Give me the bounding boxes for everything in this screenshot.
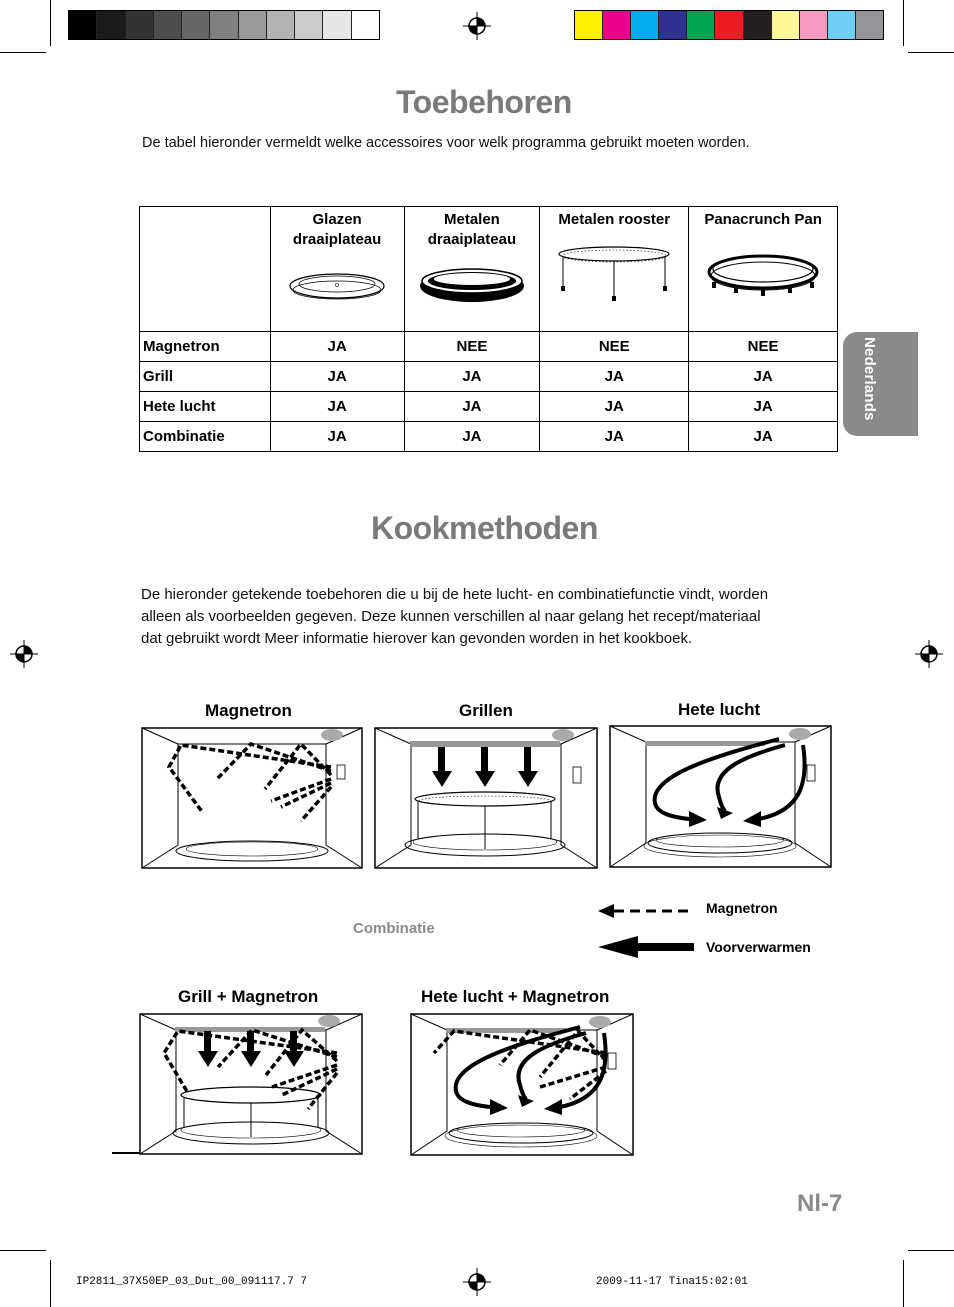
legend-solid-arrow-icon [598, 936, 694, 958]
table-cell: JA [270, 362, 404, 392]
registration-mark-icon [463, 12, 491, 40]
table-row [140, 362, 838, 392]
gray-swatch [125, 11, 153, 39]
row-label: Magnetron [140, 332, 271, 362]
column-header [404, 207, 540, 332]
cooking-intro-line: alleen als voorbeelden gegeven. Deze kunnen verschillen al naar gelang het recept/materiaal [141, 608, 761, 625]
page-title: Toebehoren [396, 84, 572, 120]
language-tab-label: Nederlands [861, 337, 878, 421]
table-cell: JA [404, 362, 540, 392]
footer-date-info: 2009-11-17 Tina15:02:01 [596, 1276, 748, 1288]
color-swatch [630, 11, 658, 39]
page-number: Nl-7 [797, 1190, 843, 1217]
column-header-line: draaiplateau [292, 231, 382, 248]
color-swatch [855, 11, 883, 39]
table-cell: JA [689, 392, 838, 422]
section-title: Kookmethoden [371, 510, 598, 546]
diagram-label-grill-magnetron: Grill + Magnetron [178, 987, 319, 1006]
diagram-label-hete-lucht-magnetron: Hete lucht + Magnetron [421, 987, 610, 1006]
color-swatch [686, 11, 714, 39]
crop-mark [50, 0, 51, 46]
table-cell: JA [689, 422, 838, 452]
crop-mark [903, 0, 904, 46]
gray-swatch [96, 11, 124, 39]
diagram-label-grillen: Grillen [459, 701, 513, 720]
gray-swatch [322, 11, 350, 39]
column-header-line: Panacrunch Pan [704, 211, 822, 228]
table-cell: NEE [540, 332, 689, 362]
table-cell: JA [270, 422, 404, 452]
color-swatch [743, 11, 771, 39]
crop-mark [0, 52, 46, 53]
table-row [140, 422, 838, 452]
column-header [270, 207, 404, 332]
row-label: Hete lucht [140, 392, 271, 422]
metal-rack-icon [555, 244, 673, 304]
intro-text: De tabel hieronder vermeldt welke accessoires voor welk programma gebruikt moeten worden. [142, 135, 750, 151]
column-header-line: Metalen rooster [558, 211, 671, 228]
grayscale-color-bar [68, 10, 380, 40]
table-cell: JA [270, 332, 404, 362]
crop-mark [0, 1250, 46, 1251]
table-cell: JA [404, 392, 540, 422]
gray-swatch [266, 11, 294, 39]
oven-hete-lucht-magnetron-diagram [410, 1013, 634, 1156]
column-header-line: draaiplateau [427, 231, 517, 248]
cooking-intro-line: dat gebruikt wordt Meer informatie hierover kan gevonden worden in het kookboek. [141, 630, 693, 647]
gray-swatch [153, 11, 181, 39]
crop-mark [903, 1260, 904, 1307]
table-cell: JA [270, 392, 404, 422]
gray-swatch [69, 11, 96, 39]
table-corner-cell [140, 207, 271, 332]
crop-mark [50, 1260, 51, 1307]
table-cell: JA [689, 362, 838, 392]
table-cell: JA [540, 362, 689, 392]
oven-hete-lucht-diagram [609, 725, 832, 868]
crop-mark [908, 52, 954, 53]
process-color-bar [574, 10, 884, 40]
combinatie-label: Combinatie [353, 920, 435, 937]
oven-grillen-diagram [374, 727, 598, 869]
table-cell: JA [540, 422, 689, 452]
diagram-label-hete-lucht: Hete lucht [678, 700, 761, 719]
metal-turntable-icon [417, 262, 527, 306]
column-header [689, 207, 838, 332]
gray-swatch [294, 11, 322, 39]
color-swatch [827, 11, 855, 39]
table-header-row [140, 207, 838, 332]
registration-mark-icon [463, 1268, 491, 1296]
accessories-table [139, 206, 838, 452]
diagram-label-magnetron: Magnetron [205, 701, 292, 720]
gray-swatch [181, 11, 209, 39]
color-swatch [602, 11, 630, 39]
color-swatch [771, 11, 799, 39]
color-swatch [658, 11, 686, 39]
row-label: Combinatie [140, 422, 271, 452]
gray-swatch [351, 11, 379, 39]
footer-file-info: IP2811_37X50EP_03_Dut_00_091117.7 7 [76, 1276, 308, 1288]
panacrunch-pan-icon [704, 246, 822, 302]
table-cell: NEE [404, 332, 540, 362]
table-row [140, 332, 838, 362]
oven-magnetron-diagram [141, 727, 363, 869]
column-header-line: Glazen [312, 211, 362, 228]
table-cell: JA [404, 422, 540, 452]
legend-label-magnetron: Magnetron [706, 900, 778, 916]
column-header-line: Metalen [444, 211, 500, 228]
cooking-intro-line: De hieronder getekende toebehoren die u bij de hete lucht- en combinatiefunctie vindt, worden [141, 586, 769, 603]
oven-grill-magnetron-diagram [112, 1013, 363, 1155]
legend-dashed-arrow-icon [598, 903, 694, 919]
table-cell: JA [540, 392, 689, 422]
color-swatch [714, 11, 742, 39]
column-header [540, 207, 689, 332]
legend-label-voorverwarmen: Voorverwarmen [706, 939, 811, 955]
color-swatch [799, 11, 827, 39]
table-row [140, 392, 838, 422]
table-cell: NEE [689, 332, 838, 362]
language-side-tab [843, 332, 918, 436]
registration-mark-icon [915, 640, 943, 668]
glass-turntable-icon [287, 266, 387, 306]
gray-swatch [209, 11, 237, 39]
gray-swatch [238, 11, 266, 39]
row-label: Grill [140, 362, 271, 392]
crop-mark [908, 1250, 954, 1251]
registration-mark-icon [10, 640, 38, 668]
color-swatch [575, 11, 602, 39]
